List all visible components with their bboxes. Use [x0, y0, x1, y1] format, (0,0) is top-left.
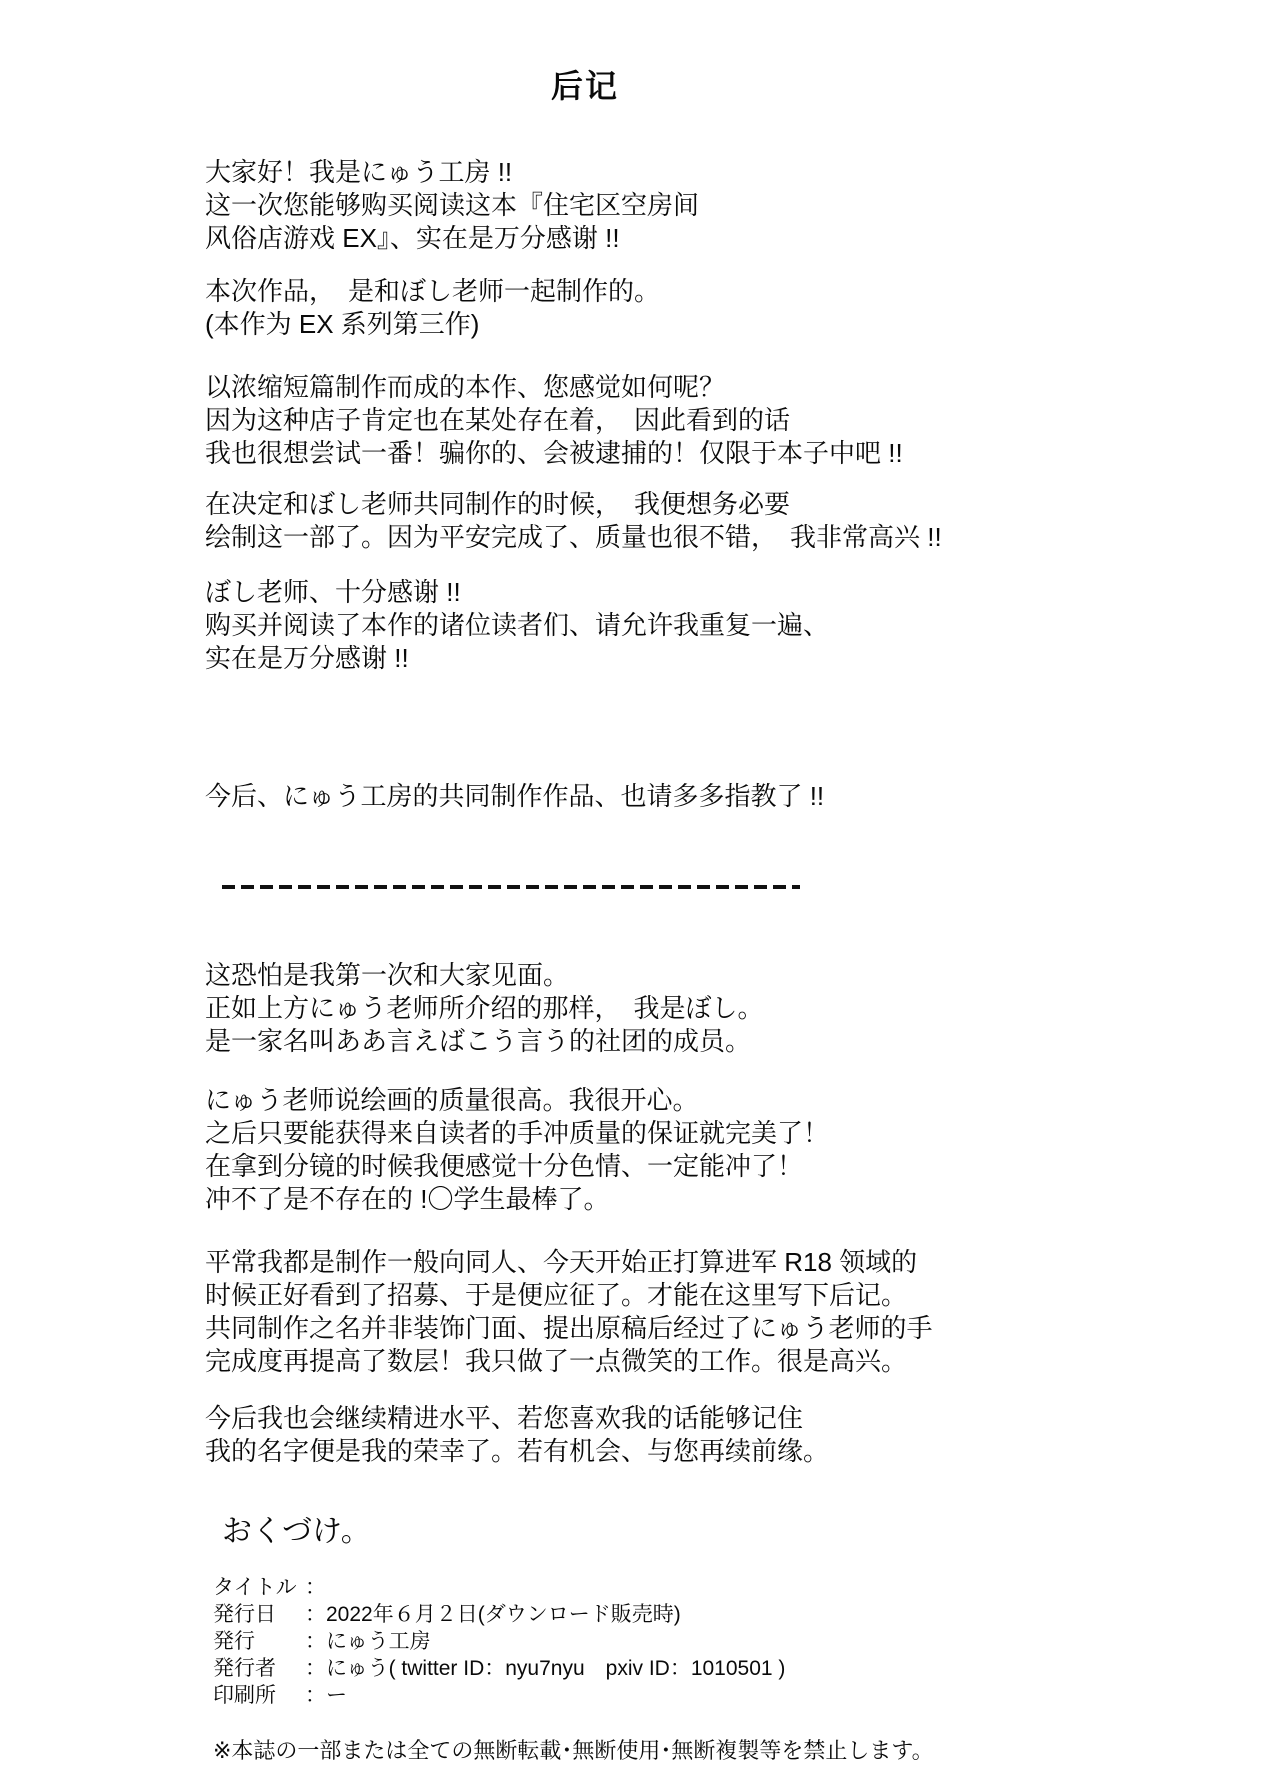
text-line: 购买并阅读了本作的诸位读者们、请允许我重复一遍、	[205, 610, 830, 640]
text-line: 今后、にゅう工房的共同制作作品、也请多多指教了 !!	[205, 781, 825, 811]
text-line: 以浓缩短篇制作而成的本作、您感觉如何呢？	[205, 372, 726, 402]
colophon-value: にゅう( twitter ID：nyu7nyu pxiv ID：1010501 )	[326, 1657, 786, 1680]
text-line: 平常我都是制作一般向同人、今天开始正打算进军 R18 领域的	[205, 1247, 918, 1277]
colophon-colon: ：	[305, 1603, 326, 1626]
paragraph-impressions	[205, 371, 965, 470]
paragraph-collab	[205, 275, 965, 341]
text-line: 我的名字便是我的荣幸了。若有机会、与您再续前缘。	[205, 1436, 830, 1466]
text-line: 风俗店游戏 EX』、实在是万分感谢 !!	[205, 223, 620, 253]
page-title: 后记	[550, 68, 619, 104]
colophon-row-title	[213, 1574, 965, 1601]
paragraph-future	[205, 780, 965, 813]
text-line: 本次作品， 是和ぼし老师一起制作的。	[205, 276, 661, 306]
colophon-label: 印刷所	[213, 1684, 276, 1707]
text-line: 这一次您能够购买阅读这本『住宅区空房间	[205, 190, 700, 220]
colophon-colon: ：	[305, 1630, 326, 1653]
colophon-colon: ：	[305, 1576, 326, 1599]
colophon	[213, 1574, 965, 1709]
text-line: 大家好！我是にゅう工房 !!	[205, 157, 513, 187]
text-line: 实在是万分感谢 !!	[205, 643, 409, 673]
text-column	[205, 0, 965, 1765]
text-line: にゅう老师说绘画的质量很高。我很开心。	[205, 1085, 699, 1115]
text-line: 在决定和ぼし老师共同制作的时候， 我便想务必要	[205, 489, 791, 519]
paragraph-decision	[205, 488, 965, 554]
text-line: 是一家名叫ああ言えばこう言う的社团的成员。	[205, 1026, 752, 1056]
text-line: 之后只要能获得来自读者的手冲质量的保证就完美了！	[205, 1118, 830, 1148]
text-line: 因为这种店子肯定也在某处存在着， 因此看到的话	[205, 405, 791, 435]
paragraph-closing	[205, 1402, 965, 1468]
colophon-label: 発行	[213, 1630, 255, 1653]
colophon-value: 2022年６月２日(ダウンロード販売時)	[326, 1603, 681, 1626]
colophon-label: タイトル	[213, 1576, 297, 1599]
paragraph-thanks	[205, 576, 965, 675]
colophon-heading: おくづけ。	[222, 1515, 371, 1548]
paragraph-quality	[205, 1084, 965, 1216]
copyright-note: ※本誌の一部または全ての無断転載･無断使用･無断複製等を禁止します。	[213, 1738, 934, 1763]
text-line: 时候正好看到了招募、于是便应征了。才能在这里写下后记。	[205, 1280, 908, 1310]
colophon-label: 発行者	[213, 1657, 276, 1680]
colophon-value: にゅう工房	[326, 1630, 431, 1653]
text-line: (本作为 EX 系列第三作)	[205, 309, 480, 339]
text-line: 完成度再提高了数层！我只做了一点微笑的工作。很是高兴。	[205, 1346, 908, 1376]
colophon-colon: ：	[305, 1684, 326, 1707]
text-line: ぼし老师、十分感谢 !!	[205, 577, 461, 607]
colophon-label: 発行日	[213, 1603, 276, 1626]
text-line: 共同制作之名并非装饰门面、提出原稿后经过了にゅう老师的手	[205, 1313, 933, 1343]
text-line: 冲不了是不存在的 !〇学生最棒了。	[205, 1184, 610, 1214]
paragraph-intro-boshi	[205, 959, 965, 1058]
paragraph-recruitment	[205, 1246, 965, 1378]
text-line: 我也很想尝试一番！骗你的、会被逮捕的！仅限于本子中吧 !!	[205, 438, 903, 468]
text-line: 绘制这一部了。因为平安完成了、质量也很不错， 我非常高兴 !!	[205, 522, 942, 552]
text-line: 正如上方にゅう老师所介绍的那样， 我是ぼし。	[205, 993, 764, 1023]
text-line: 这恐怕是我第一次和大家见面。	[205, 960, 570, 990]
text-line: 今后我也会继续精进水平、若您喜欢我的话能够记住	[205, 1403, 804, 1433]
colophon-row-printer	[213, 1682, 965, 1709]
paragraph-greeting	[205, 156, 965, 255]
text-line: 在拿到分镜的时候我便感觉十分色情、一定能冲了！	[205, 1151, 804, 1181]
dashed-separator	[222, 885, 800, 889]
colophon-row-author	[213, 1655, 965, 1682]
colophon-value: ー	[326, 1684, 347, 1707]
colophon-row-date	[213, 1601, 965, 1628]
colophon-row-publisher	[213, 1628, 965, 1655]
colophon-colon: ：	[305, 1657, 326, 1680]
